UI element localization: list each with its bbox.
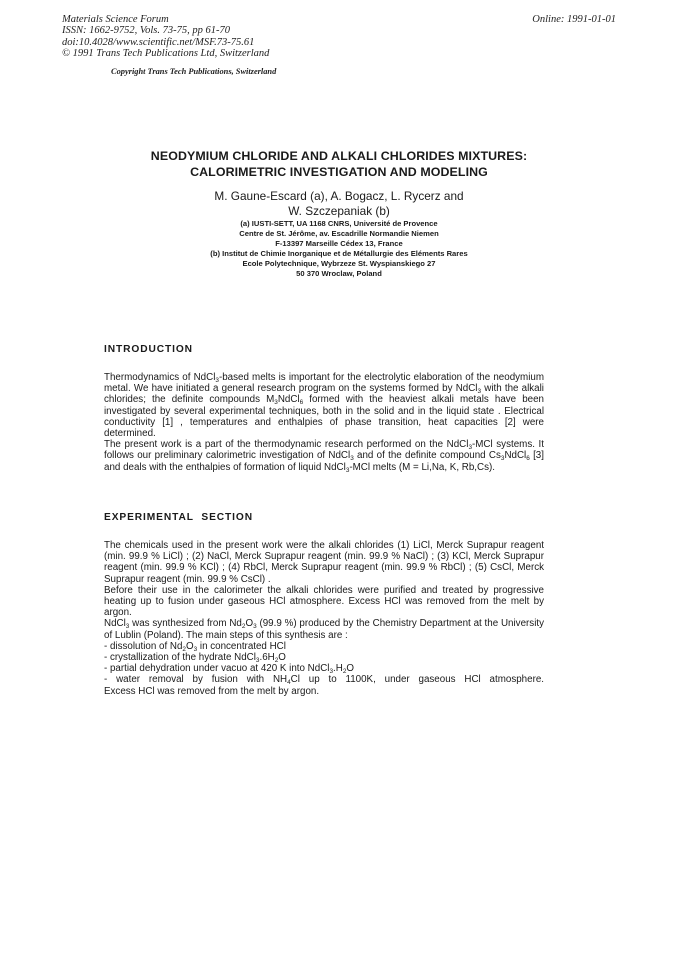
affiliation-line: 50 370 Wroclaw, Poland [296, 269, 382, 279]
online-date: Online: 1991-01-01 [532, 14, 616, 25]
doi-link[interactable]: doi:10.4028/www.scientific.net/MSF.73-75.61 [62, 36, 255, 48]
experimental-body [104, 540, 544, 697]
synthesis-step: - dissolution of $Nd_2O_3$ in concentrated HCl [104, 640, 286, 653]
affiliations [60, 219, 618, 280]
journal-name: Materials Science Forum [62, 14, 169, 25]
authors-line-1: M. Gaune-Escard (a), A. Bogacz, L. Rycerz and [214, 189, 464, 203]
title-line-2: CALORIMETRIC INVESTIGATION AND MODELING [190, 165, 488, 179]
paper-title [60, 148, 618, 180]
synthesis-step: - crystallization of the hydrate $NdCl_3.6H_2O$ [104, 652, 286, 665]
affiliation-line: (b) Institut de Chimie Inorganique et de Métallurgie des Eléments Rares [210, 249, 468, 259]
experimental-paragraph-4: Excess HCl was removed from the melt by argon. [104, 685, 320, 697]
introduction-body [104, 372, 544, 473]
affiliation-line: Centre de St. Jérôme, av. Escadrille Normandie Niemen [239, 229, 439, 239]
section-heading-experimental: EXPERIMENTAL SECTION [104, 512, 253, 523]
synthesis-step: - partial dehydration under vacuo at 420 K into $NdCl_3.H_2O$ [104, 663, 355, 676]
affiliation-line: (a) IUSTI-SETT, UA 1168 CNRS, Université de Provence [240, 219, 438, 228]
journal-header [62, 14, 269, 60]
copyright-line: © 1991 Trans Tech Publications Ltd, Switzerland [62, 48, 270, 60]
affiliation-line: F-13397 Marseille Cédex 13, France [275, 239, 403, 249]
experimental-paragraph-1: The chemicals used in the present work were the alkali chlorides (1) LiCl, Merck Suprapur reagent (min. 99.9 % LiCl) ; (2) NaCl, Merck Suprapur reagent (min. 99.9 % NaCl) ; (3) KCl, Merck Suprapur reagent (min. 99.9 % KCl) ; (4) RbCl, Merck Suprapur reagent (min. 99.9 % RbCl) ; (5) CsCl, Merck Suprapur reagent (min. 99.9 % CsCl) . [104, 540, 544, 585]
intro-paragraph-1: Thermodynamics of NdCl$_3$-based melts is important for the electrolytic elaboration of the neodymium metal. We have initiated a general research program on the systems formed by NdCl$_3$ with the alkali chlorides; the definite compounds $M_3NdCl_6$ formed with the heaviest alkali metals have been investigated by several experimental techniques, both in the solid and in the liquid state . Electrical conductivity [1] , temperatures and enthalpies of phase transition, heat capacities [2] were determined. [104, 372, 544, 440]
section-heading-introduction: INTRODUCTION [104, 344, 193, 355]
experimental-paragraph-2: Before their use in the calorimeter the alkali chlorides were purified and treated by progressive heating up to fusion under gaseous HCl atmosphere. Excess HCl was removed from the melt by argon. [104, 584, 544, 619]
title-line-1: NEODYMIUM CHLORIDE AND ALKALI CHLORIDES MIXTURES: [150, 149, 528, 163]
affiliation-line: Ecole Polytechnique, Wybrzeze St. Wyspianskiego 27 [242, 259, 436, 269]
synthesis-step: - water removal by fusion with $NH_4Cl$ up to 1100K, under gaseous HCl atmosphere. [104, 674, 544, 687]
intro-paragraph-2: The present work is a part of the thermodynamic research performed on the NdCl$_3$-MCl systems. It follows our preliminary calorimetric investigation of NdCl$_3$ and of the definite compound $Cs_3NdCl_6$ [3] and deals with the enthalpies of formation of liquid NdCl$_3$-MCl melts (M = Li,Na, K, Rb,Cs). [104, 439, 544, 474]
experimental-paragraph-3: NdCl$_3$ was synthesized from $Nd_2O_3$ (99.9 %) produced by the Chemistry Department at the University of Lublin (Poland). The main steps of this synthesis are : [104, 618, 544, 641]
authors [60, 189, 618, 218]
authors-line-2: W. Szczepaniak (b) [288, 203, 390, 218]
issn-line: ISSN: 1662-9752, Vols. 73-75, pp 61-70 [62, 25, 230, 37]
publisher-copyright: Copyright Trans Tech Publications, Switzerland [111, 67, 277, 76]
